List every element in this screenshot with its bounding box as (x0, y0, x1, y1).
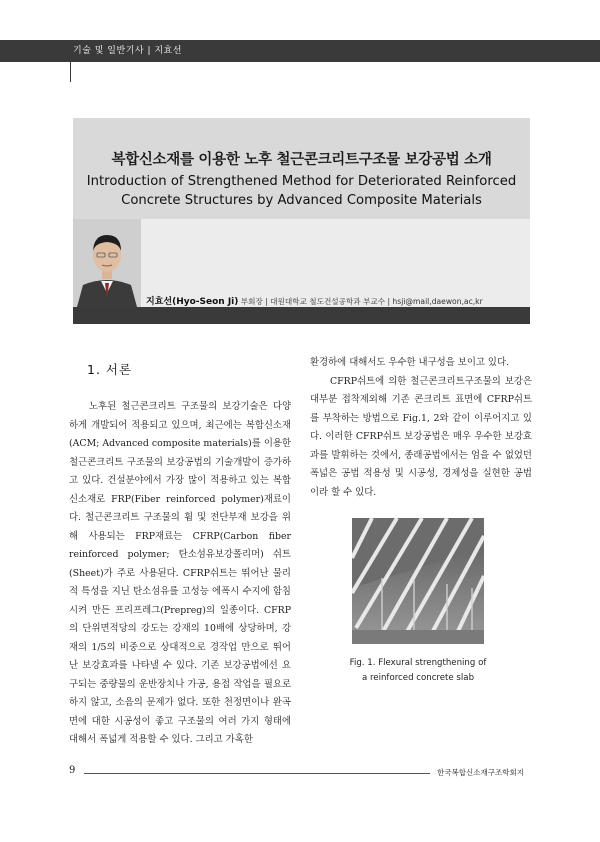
section-header-bar (0, 40, 600, 62)
author-block (73, 219, 530, 307)
title-korean: 복합신소재를 이용한 노후 철근콘크리트구조물 보강공법 소개 (111, 152, 492, 168)
author-details: 부회장 | 대원대학교 철도건설공학과 부교수 | hsji@mail,daewon,ac,kr (240, 297, 483, 306)
title-block (73, 118, 530, 219)
author-info (146, 294, 483, 307)
author-portrait-icon (73, 219, 141, 307)
author-bottom-bar (73, 307, 530, 324)
figure-photo (352, 518, 484, 644)
page-number: 9 (69, 765, 76, 776)
footer-rule (84, 773, 430, 774)
footer-journal-name: 한국복합신소재구조학회지 (437, 768, 524, 777)
header-stub-line (70, 62, 71, 82)
paragraph-cfrp: CFRP쉬트에 의한 철근콘크리트구조물의 보강은 대부분 접착제외해 기존 콘크리트 표면에 CFRP쉬트를 부착하는 방법으로 Fig.1, 2와 같이 이루어지고 있다. 이러한 CFRP쉬트 보강공법은 매우 우수한 보강효과를 발휘하는 것에서, 종래공법에서는 엄을 수 없었던 폭넓은 공법 적용성 및 시공성, 경제성을 실현한 공법이라 할 수 있다. (310, 375, 532, 498)
paragraph-intro: 노후된 철근콘크리트 구조물의 보강기술은 다양하게 개발되어 적용되고 있으며, 최근에는 복합신소재(ACM; Advanced composite materials)를 이용한 철근콘크리트 구조물의 보강공법의 기술개발이 증가하고 있다. 건설분야에서 가장 많이 적용하고 있는 복합신소재로 FRP(Fiber reinforced polymer)재료이다. 철근콘크리트 구조물의 휨 및 전단부재 보강을 위해 사용되는 FRP재료는 CFRP(Carbon fiber reinforced polymer; 탄소섬유보강폴리머) 쉬트(Sheet)가 주로 사용된다. CFRP쉬트는 뛰어난 물리적 특성을 지닌 탄소섬유를 고성능 에폭시 수지에 함침시켜 만든 프리프레그(Prepreg)의 일종이다. CFRP의 단위면적당의 강도는 강재의 10배에 상당하며, 강재의 1/5의 비중으로 상대적으로 경작업 만으로 뛰어난 보강효과를 나타낼 수 있다. 기존 보강공법에선 요구되는 중량물의 운반장치나 가공, 용접 작업을 필요로 하지 않고, 소음의 문제가 없다. 또한 천정면이나 완곡면에 대한 시공성이 좋고 구조물의 여러 가지 형태에 대해서 폭넓게 적용할 수 있다. 그리고 가혹한 (69, 401, 291, 745)
slab-strengthening-photo-icon (352, 518, 484, 644)
title-english-line2: Concrete Structures by Advanced Composite Materials (121, 193, 482, 208)
section-title: 1. 서론 (87, 362, 133, 377)
author-name: 지효선(Hyo-Seon Ji) (146, 297, 239, 307)
title-english-line1: Introduction of Strengthened Method for Deteriorated Reinforced (86, 174, 517, 189)
body-left-column (69, 398, 291, 750)
figure-caption-line1: Fig. 1. Flexural strengthening of (349, 658, 487, 668)
author-photo (73, 219, 141, 307)
body-right-column (310, 354, 532, 502)
figure-caption (320, 656, 516, 686)
figure-caption-line2: a reinforced concrete slab (361, 673, 475, 683)
section-label: 기술 및 일반기사 | 지효선 (73, 46, 182, 56)
title-english (73, 172, 530, 210)
paragraph-intro-continued: 환경하에 대해서도 우수한 내구성을 보이고 있다. (310, 357, 510, 368)
